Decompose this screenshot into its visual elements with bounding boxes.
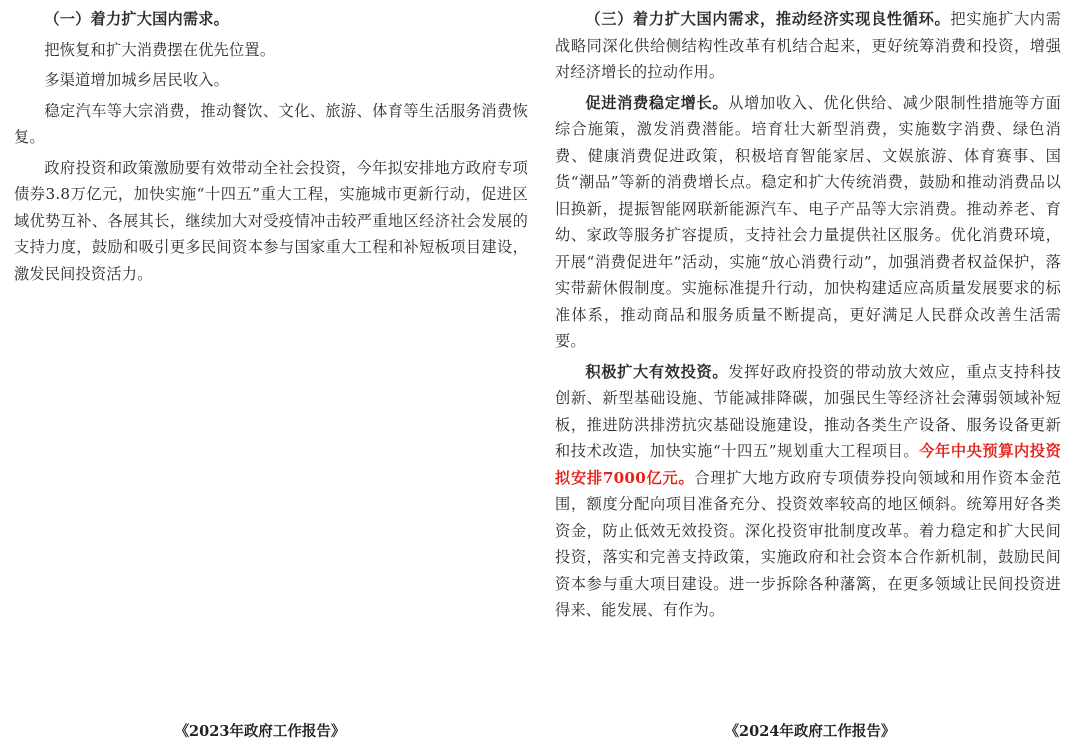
paragraph-consumption-2024 xyxy=(555,90,1061,355)
paragraph-investment-2024 xyxy=(555,359,1061,624)
caption-2024-report: 《2024年政府工作报告》 xyxy=(724,723,896,740)
paragraph-body: 合理扩大地方政府专项债券投向领域和用作资本金范围，额度分配向项目准备充分、投资效率较高的地区倾斜。统筹用好各类资金，防止低效无效投资。深化投资审批制度改革。着力稳定和扩大民间投资，落实和完善支持政策，实施政府和社会资本合作新机制，鼓励民间资本参与重大项目建设。进一步拆除各种藩篱，在更多领域让民间投资进得来、能发展、有作为。 xyxy=(555,468,1061,619)
paragraph-lead-bold: 积极扩大有效投资。 xyxy=(585,362,729,381)
report-2024-column xyxy=(555,6,1061,628)
paragraph-body: 把实施扩大内需战略同深化供给侧结构性改革有机结合起来，更好统筹消费和投资，增强对经济增长的拉动作用。 xyxy=(555,10,1061,81)
paragraph-income: 多渠道增加城乡居民收入。 xyxy=(44,71,230,89)
paragraph-bulk-consumption: 稳定汽车等大宗消费，推动餐饮、文化、旅游、体育等生活服务消费恢复。 xyxy=(14,101,528,146)
paragraph-lead-bold: 促进消费稳定增长。 xyxy=(585,93,729,112)
paragraph-lead-bold: （三）着力扩大国内需求，推动经济实现良性循环。 xyxy=(585,10,951,28)
paragraph-investment-2023: 政府投资和政策激励要有效带动全社会投资，今年拟安排地方政府专项债券3.8万亿元，加快实施“十四五”重大工程，实施城市更新行动，促进区域优势互补、各展其长，继续加大对受疫情冲击较严重地区经济社会发展的支持力度，鼓励和吸引更多民间资本参与国家重大工程和补短板项目建设，激发民间投资活力。 xyxy=(14,158,528,283)
paragraph-body: 从增加收入、优化供给、减少限制性措施等方面综合施策，激发消费潜能。培育壮大新型消费，实施数字消费、绿色消费、健康消费促进政策，积极培育智能家居、文娱旅游、体育赛事、国货“潮品”等新的消费增长点。稳定和扩大传统消费，鼓励和推动消费品以旧换新，提振智能网联新能源汽车、电子产品等大宗消费。推动养老、育幼、家政等服务扩容提质，支持社会力量提供社区服务。优化消费环境，开展“消费促进年”活动，实施“放心消费行动”，加强消费者权益保护，落实带薪休假制度。实施标准提升行动，加快构建适应高质量发展要求的标准体系，推动商品和服务质量不断提高，更好满足人民群众改善生活需要。 xyxy=(555,93,1061,350)
paragraph-body: 发挥好政府投资的带动放大效应，重点支持科技创新、新型基础设施、节能减排降碳，加强民生等经济社会薄弱领域补短板，推进防洪排涝抗灾基础设施建设，推动各类生产设备、服务设备更新和技术改造，加快实施“十四五”规划重大工程项目。 xyxy=(555,362,1061,460)
report-2023-column xyxy=(14,6,528,291)
paragraph-domestic-demand-2024 xyxy=(555,6,1061,86)
section-heading-2023 xyxy=(14,6,528,33)
paragraph-consumption-priority: 把恢复和扩大消费摆在优先位置。 xyxy=(44,40,276,59)
heading-text: （一）着力扩大国内需求。 xyxy=(44,10,230,28)
caption-2023-report: 《2023年政府工作报告》 xyxy=(174,723,346,740)
highlighted-budget-sentence: 今年中央预算内投资拟安排7000亿元。 xyxy=(555,442,1061,487)
